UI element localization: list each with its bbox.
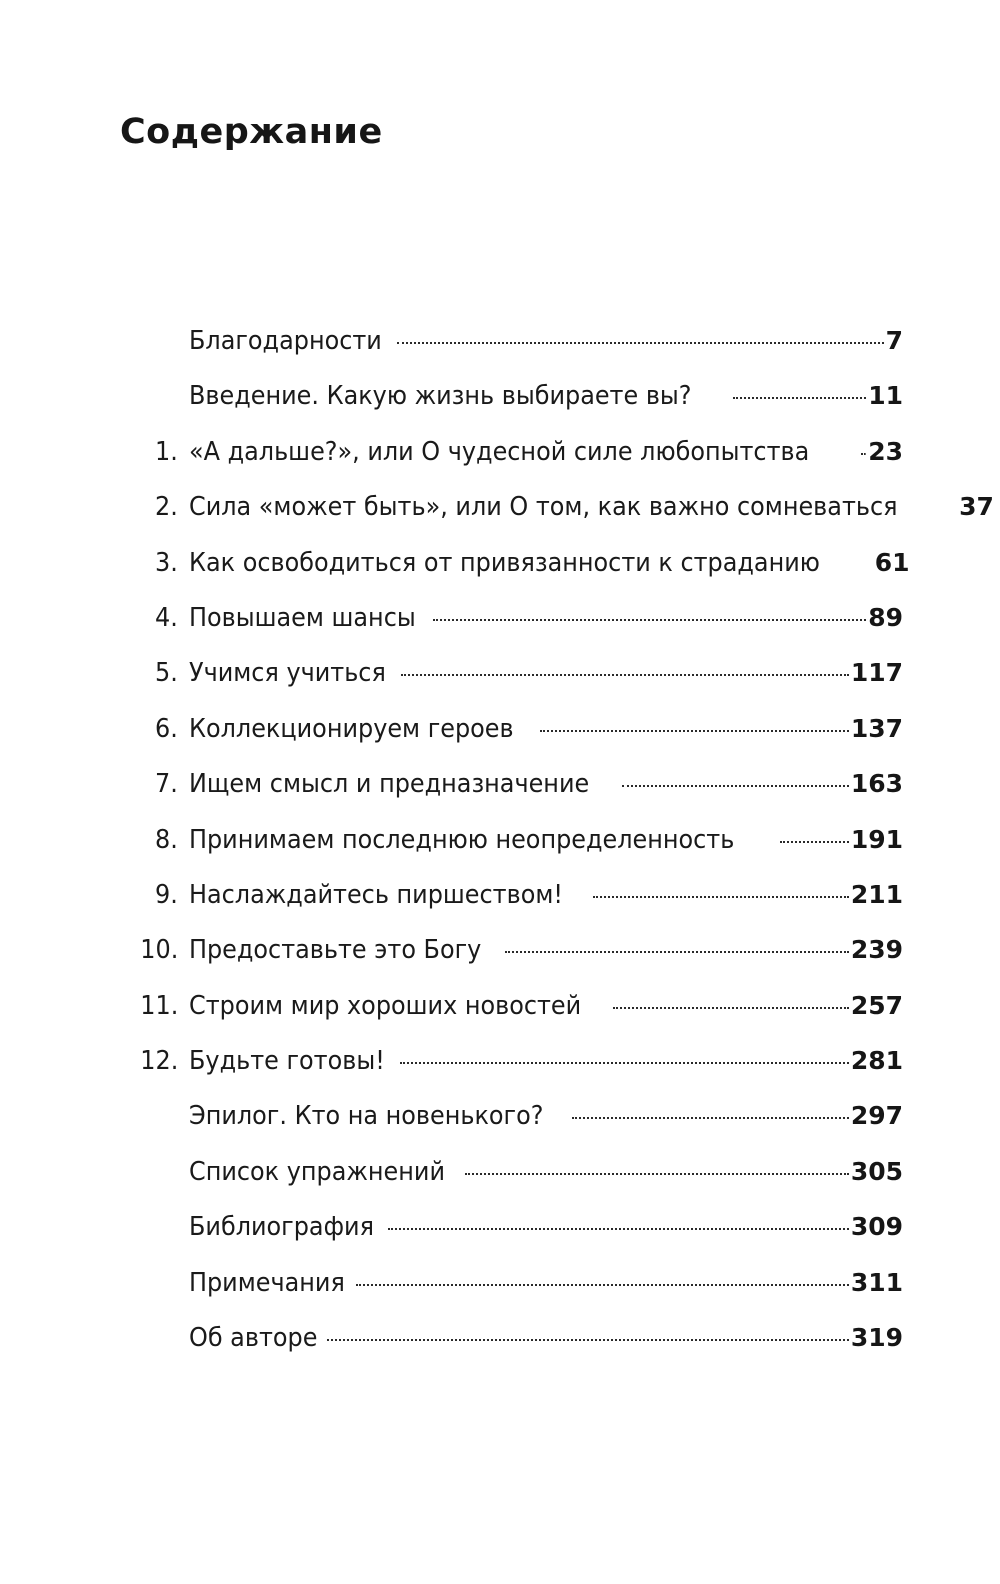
toc-entry[interactable] xyxy=(0,589,1000,644)
table-of-contents xyxy=(0,312,1000,1364)
toc-entry[interactable] xyxy=(0,1143,1000,1198)
toc-entry-number: 3. xyxy=(155,547,178,578)
dot-leader xyxy=(356,1283,848,1286)
dot-leader xyxy=(397,341,884,344)
dot-leader xyxy=(505,950,849,953)
toc-entry-page: 239 xyxy=(850,935,903,965)
toc-entry-line xyxy=(189,1266,903,1300)
toc-entry-line xyxy=(189,989,903,1023)
toc-entry-line xyxy=(189,324,903,358)
toc-entry-page: 11 xyxy=(868,381,903,411)
toc-entry-title: Сила «может быть», или О том, как важно сомневаться xyxy=(189,492,898,523)
toc-entry-line xyxy=(189,435,903,469)
toc-entry[interactable] xyxy=(0,921,1000,976)
toc-entry-line xyxy=(189,1099,903,1133)
toc-entry-title: Учимся учиться xyxy=(189,658,386,689)
toc-entry[interactable] xyxy=(0,423,1000,478)
toc-entry[interactable] xyxy=(0,1309,1000,1364)
toc-entry-page: 61 xyxy=(874,547,910,577)
toc-entry-number: 2. xyxy=(155,492,178,523)
toc-entry[interactable] xyxy=(0,1198,1000,1253)
toc-entry-title: «А дальше?», или О чудесной силе любопытства xyxy=(189,436,810,467)
toc-entry-title: Принимаем последнюю неопределенность xyxy=(189,824,735,855)
dot-leader xyxy=(327,1338,849,1341)
toc-entry-title: Будьте готовы! xyxy=(189,1046,385,1077)
toc-entry-line xyxy=(189,1155,903,1189)
dot-leader xyxy=(780,840,849,843)
toc-entry-line xyxy=(189,1210,903,1244)
toc-entry-number: 8. xyxy=(155,824,178,855)
toc-entry[interactable] xyxy=(0,700,1000,755)
toc-entry-title: Благодарности xyxy=(189,326,382,356)
dot-leader xyxy=(540,729,849,732)
toc-entry-title: Об авторе xyxy=(189,1323,318,1354)
toc-entry-page: 319 xyxy=(850,1323,903,1353)
dot-leader xyxy=(433,618,866,621)
toc-entry[interactable] xyxy=(0,478,1000,533)
dot-leader xyxy=(572,1116,849,1119)
toc-entry-page: 117 xyxy=(850,658,903,688)
dot-leader xyxy=(388,1227,849,1230)
toc-entry-line xyxy=(189,712,903,746)
toc-entry[interactable] xyxy=(0,1087,1000,1142)
toc-entry-number: 1. xyxy=(155,436,178,467)
toc-entry-page: 163 xyxy=(850,769,903,799)
toc-entry-page: 191 xyxy=(850,824,903,854)
toc-entry-page: 281 xyxy=(850,1046,903,1076)
toc-entry-title: Как освободиться от привязанности к страданию xyxy=(189,547,820,578)
toc-entry-page: 7 xyxy=(885,326,903,355)
toc-entry-line xyxy=(189,933,903,967)
toc-entry-page: 137 xyxy=(850,713,903,743)
toc-entry-page: 211 xyxy=(850,879,903,909)
toc-entry-title: Список упражнений xyxy=(189,1156,446,1187)
dot-leader xyxy=(465,1172,849,1175)
toc-entry-page: 297 xyxy=(850,1101,903,1131)
toc-entry[interactable] xyxy=(0,1032,1000,1087)
dot-leader xyxy=(593,895,848,898)
toc-entry-page: 37 xyxy=(959,492,994,522)
page-title: Содержание xyxy=(120,112,383,152)
dot-leader xyxy=(400,1061,849,1064)
toc-entry-page: 257 xyxy=(850,990,903,1020)
toc-entry-title: Наслаждайтесь пиршеством! xyxy=(189,879,563,910)
dot-leader xyxy=(861,452,866,455)
toc-entry-page: 311 xyxy=(850,1267,903,1297)
toc-entry-number: 5. xyxy=(155,658,178,689)
toc-entry-line xyxy=(189,1321,903,1355)
toc-entry-line xyxy=(189,601,903,635)
toc-entry-number: 11. xyxy=(139,990,178,1021)
toc-entry[interactable] xyxy=(0,644,1000,699)
toc-entry-page: 89 xyxy=(868,602,903,632)
toc-entry-title: Коллекционируем героев xyxy=(189,713,514,744)
toc-entry-page: 305 xyxy=(850,1156,903,1186)
toc-entry-line xyxy=(189,767,903,801)
toc-entry-title: Введение. Какую жизнь выбираете вы? xyxy=(189,381,692,412)
toc-entry-line xyxy=(189,656,903,690)
toc-entry-number: 6. xyxy=(155,713,178,744)
toc-entry[interactable] xyxy=(0,811,1000,866)
toc-entry[interactable] xyxy=(0,977,1000,1032)
dot-leader xyxy=(733,396,866,399)
toc-entry[interactable] xyxy=(0,367,1000,422)
toc-entry-line xyxy=(189,1044,903,1078)
toc-entry-number: 9. xyxy=(155,879,178,910)
toc-entry[interactable] xyxy=(0,1254,1000,1309)
toc-entry-line xyxy=(189,878,903,912)
toc-entry[interactable] xyxy=(0,534,1000,589)
toc-entry-line xyxy=(189,546,910,580)
dot-leader xyxy=(622,784,849,787)
toc-entry-title: Строим мир хороших новостей xyxy=(189,990,582,1021)
toc-entry-title: Эпилог. Кто на новенького? xyxy=(189,1101,544,1132)
dot-leader xyxy=(401,673,849,676)
toc-entry[interactable] xyxy=(0,866,1000,921)
toc-entry-number: 10. xyxy=(139,935,178,966)
toc-entry[interactable] xyxy=(0,755,1000,810)
toc-entry-line xyxy=(189,379,903,413)
toc-entry-number: 12. xyxy=(139,1046,178,1077)
toc-entry[interactable] xyxy=(0,312,1000,367)
toc-entry-line xyxy=(189,490,994,524)
toc-entry-number: 7. xyxy=(155,769,178,800)
toc-entry-page: 309 xyxy=(850,1212,903,1242)
toc-entry-page: 23 xyxy=(868,436,903,466)
toc-entry-title: Предоставьте это Богу xyxy=(189,935,482,966)
toc-entry-title: Ищем смысл и предназначение xyxy=(189,769,590,800)
toc-entry-title: Примечания xyxy=(189,1267,345,1298)
toc-entry-title: Повышаем шансы xyxy=(189,602,416,633)
toc-entry-title: Библиография xyxy=(189,1212,374,1243)
toc-entry-line xyxy=(189,823,903,857)
dot-leader xyxy=(613,1006,849,1009)
toc-entry-number: 4. xyxy=(155,602,178,633)
